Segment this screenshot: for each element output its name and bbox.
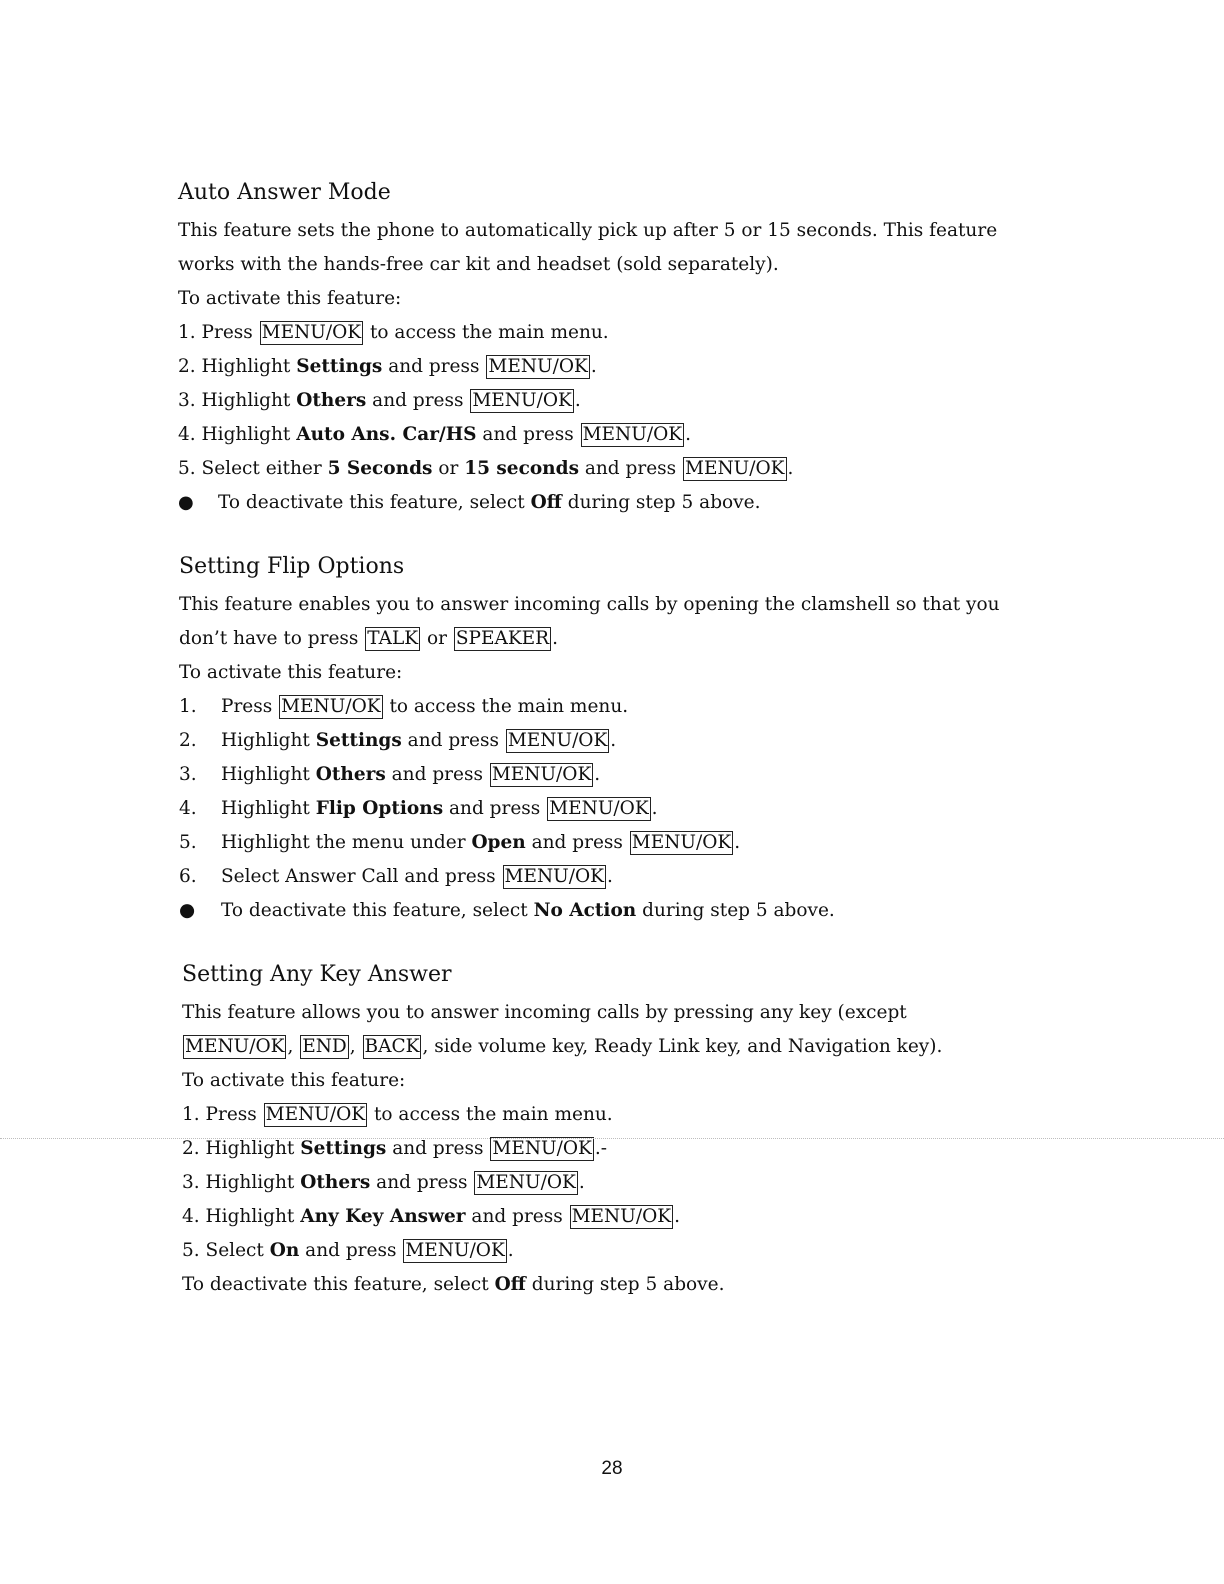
step-text: and press	[299, 1240, 403, 1261]
step-text: and press	[465, 1206, 569, 1227]
flip-options-step-5	[179, 826, 1059, 860]
step-bold-term: 15 seconds	[464, 458, 579, 479]
step-text: .	[674, 1206, 680, 1227]
step-text: 1. Press	[182, 1104, 263, 1125]
step-text: .	[606, 866, 613, 887]
step-text: or	[432, 458, 465, 479]
step-text: Highlight	[221, 764, 316, 785]
flip-options-heading: Setting Flip Options	[179, 554, 405, 579]
step-number: 2.	[179, 730, 197, 751]
any-key-note	[182, 1268, 1062, 1302]
note-text: To deactivate this feature, select	[182, 1274, 495, 1295]
desc-text: .	[552, 628, 558, 649]
flip-options-activate-label: To activate this feature:	[179, 662, 403, 683]
menu-ok-key: MENU/OK	[504, 866, 604, 887]
menu-ok-key: MENU/OK	[492, 1138, 592, 1159]
step-text: and press	[366, 390, 470, 411]
menu-ok-key: MENU/OK	[281, 696, 381, 717]
step-text: 3. Highlight	[182, 1172, 301, 1193]
any-key-step-1	[182, 1098, 1062, 1132]
step-text: .	[574, 390, 581, 411]
menu-ok-key: MENU/OK	[571, 1206, 672, 1227]
step-bold-term: Settings	[296, 356, 383, 377]
auto-answer-note	[178, 486, 1058, 520]
desc-text: , side volume key, Ready Link key, and Navigation key).	[422, 1036, 943, 1057]
step-text: to access the main menu.	[368, 1104, 613, 1125]
flip-options-step-6	[179, 860, 1059, 894]
flip-options-step-1	[179, 690, 1059, 724]
desc-text: don’t have to press	[179, 628, 365, 649]
menu-ok-key: MENU/OK	[405, 1240, 505, 1261]
end-key: END	[302, 1036, 347, 1057]
step-text: 2. Highlight	[182, 1138, 301, 1159]
note-text: during step 5 above.	[525, 1274, 725, 1295]
flip-options-note	[179, 894, 1059, 928]
auto-answer-step-1	[178, 316, 1058, 350]
step-text: Highlight	[221, 798, 316, 819]
step-text: .-	[594, 1138, 607, 1159]
step-text: and press	[370, 1172, 474, 1193]
note-text: during step 5 above.	[636, 900, 835, 921]
step-text: .	[578, 1172, 585, 1193]
flip-options-step-4	[179, 792, 1059, 826]
menu-ok-key: MENU/OK	[549, 798, 649, 819]
step-text: .	[734, 832, 741, 853]
step-text: to access the main menu.	[383, 696, 629, 717]
flip-options-step-2	[179, 724, 1059, 758]
note-bold-term: No Action	[533, 900, 637, 921]
auto-answer-heading: Auto Answer Mode	[178, 180, 391, 205]
step-text: and press	[525, 832, 629, 853]
step-text: 3. Highlight	[178, 390, 297, 411]
auto-answer-desc-line-2: works with the hands-free car kit and headset (sold separately).	[178, 254, 779, 275]
any-key-activate-label: To activate this feature:	[182, 1070, 406, 1091]
step-text: and press	[386, 1138, 490, 1159]
step-text: Highlight	[221, 730, 316, 751]
desc-text: or	[421, 628, 453, 649]
menu-ok-key: MENU/OK	[491, 764, 592, 785]
bullet-icon: ●	[179, 900, 196, 921]
step-text: 5. Select either	[178, 458, 328, 479]
any-key-desc-line-1: This feature allows you to answer incoming calls by pressing any key (except	[182, 1002, 907, 1023]
step-text: .	[651, 798, 658, 819]
note-text: To deactivate this feature, select	[218, 492, 531, 513]
desc-text: ,	[349, 1036, 356, 1057]
menu-ok-key: MENU/OK	[185, 1036, 285, 1057]
menu-ok-key: MENU/OK	[472, 390, 572, 411]
menu-ok-key: MENU/OK	[631, 832, 732, 853]
step-text: .	[594, 764, 601, 785]
step-text: Select Answer Call and press	[221, 866, 502, 887]
page-number: 28	[601, 1458, 623, 1479]
auto-answer-step-2	[178, 350, 1058, 384]
step-bold-term: Any Key Answer	[300, 1206, 466, 1227]
menu-ok-key: MENU/OK	[265, 1104, 366, 1125]
step-bold-term: Settings	[315, 730, 402, 751]
step-text: Press	[221, 696, 279, 717]
auto-answer-step-5	[178, 452, 1058, 486]
any-key-desc-line-2	[182, 1030, 1062, 1064]
auto-answer-activate-label: To activate this feature:	[178, 288, 402, 309]
back-key: BACK	[364, 1036, 420, 1057]
step-text: .	[787, 458, 794, 479]
step-text: and press	[443, 798, 547, 819]
menu-ok-key: MENU/OK	[507, 730, 608, 751]
step-bold-term: Settings	[300, 1138, 387, 1159]
menu-ok-key: MENU/OK	[582, 424, 683, 445]
step-text: and press	[385, 764, 489, 785]
step-number: 3.	[179, 764, 197, 785]
menu-ok-key: MENU/OK	[488, 356, 588, 377]
step-bold-term: Flip Options	[315, 798, 444, 819]
desc-text: ,	[287, 1036, 294, 1057]
auto-answer-desc-line-1: This feature sets the phone to automatically pick up after 5 or 15 seconds. This feature	[178, 220, 998, 241]
speaker-key: SPEAKER	[455, 628, 550, 649]
flip-options-step-3	[179, 758, 1059, 792]
any-key-heading: Setting Any Key Answer	[182, 962, 452, 987]
flip-options-desc-line-2	[179, 622, 1059, 656]
note-bold-term: Off	[494, 1274, 526, 1295]
step-text: .	[685, 424, 691, 445]
step-text: and press	[401, 730, 505, 751]
step-bold-term: Open	[471, 832, 526, 853]
menu-ok-key: MENU/OK	[685, 458, 785, 479]
bullet-icon: ●	[178, 492, 194, 513]
any-key-step-5	[182, 1234, 1062, 1268]
menu-ok-key: MENU/OK	[261, 322, 362, 343]
note-bold-term: Off	[530, 492, 562, 513]
step-text: 2. Highlight	[178, 356, 297, 377]
any-key-step-4	[182, 1200, 1062, 1234]
step-text: to access the main menu.	[364, 322, 609, 343]
step-text: and press	[578, 458, 683, 479]
note-text: To deactivate this feature, select	[221, 900, 534, 921]
section-flip-options	[179, 552, 1059, 928]
auto-answer-step-3	[178, 384, 1058, 418]
flip-options-desc-line-1: This feature enables you to answer incoming calls by opening the clamshell so that you	[179, 594, 1000, 615]
step-text: 4. Highlight	[182, 1206, 301, 1227]
step-bold-term: 5 Seconds	[327, 458, 433, 479]
any-key-step-3	[182, 1166, 1062, 1200]
step-text: 4. Highlight	[178, 424, 297, 445]
step-text: and press	[382, 356, 486, 377]
step-number: 4.	[179, 798, 197, 819]
note-text: during step 5 above.	[561, 492, 761, 513]
step-bold-term: On	[269, 1240, 300, 1261]
step-text: 1. Press	[178, 322, 259, 343]
step-text: 5. Select	[182, 1240, 270, 1261]
step-text: .	[590, 356, 597, 377]
step-number: 5.	[179, 832, 197, 853]
step-bold-term: Others	[315, 764, 386, 785]
talk-key: TALK	[367, 628, 419, 649]
section-auto-answer	[178, 178, 1058, 520]
scan-artifact-line	[0, 1138, 1224, 1139]
auto-answer-step-4	[178, 418, 1058, 452]
step-bold-term: Others	[296, 390, 367, 411]
step-text: and press	[476, 424, 580, 445]
step-text: Highlight the menu under	[221, 832, 472, 853]
step-bold-term: Auto Ans. Car/HS	[296, 424, 477, 445]
step-number: 6.	[179, 866, 197, 887]
menu-ok-key: MENU/OK	[476, 1172, 576, 1193]
step-text: .	[507, 1240, 514, 1261]
step-bold-term: Others	[300, 1172, 371, 1193]
step-text: .	[610, 730, 617, 751]
section-any-key-answer	[182, 960, 1062, 1302]
step-number: 1.	[179, 696, 197, 717]
